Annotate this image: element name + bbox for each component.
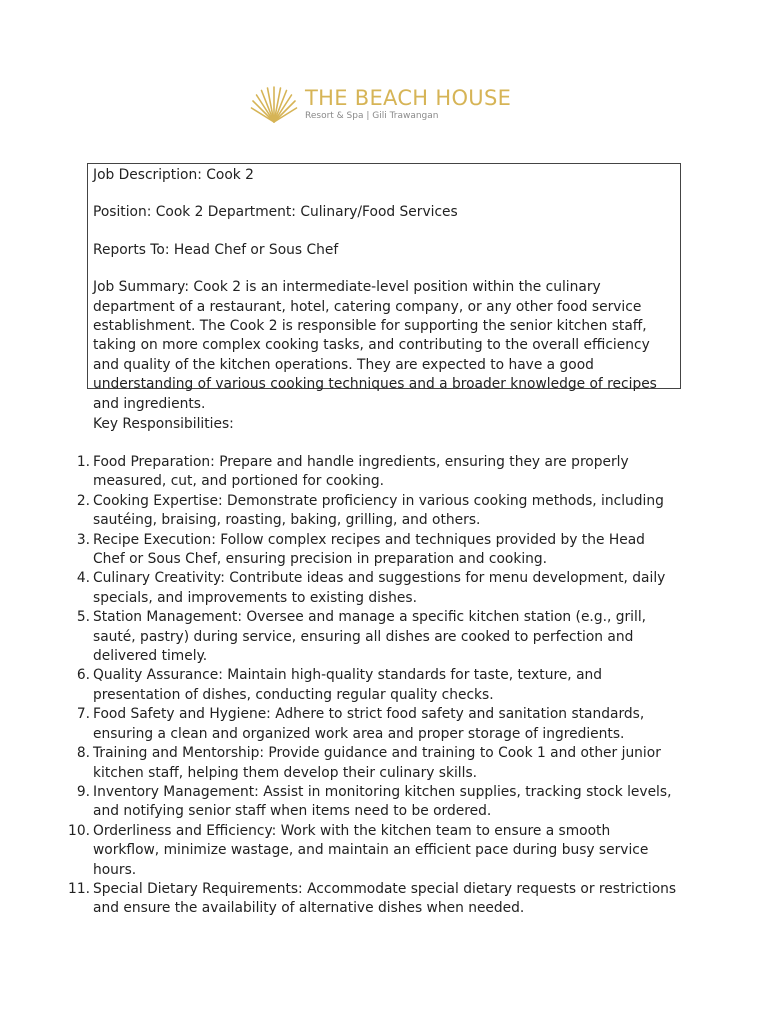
brand-name: THE BEACH HOUSE <box>305 85 512 110</box>
list-item-number: 8. <box>76 745 90 762</box>
list-item <box>76 783 678 822</box>
list-item-number: 6. <box>76 667 90 684</box>
list-item-text: Cooking Expertise: Demonstrate proficiency in various cooking methods, including sautéing, braising, roasting, baking, grilling, and others. <box>93 492 664 529</box>
job-summary-box <box>87 163 681 412</box>
list-item <box>76 744 678 783</box>
list-item-number: 4. <box>76 570 90 587</box>
sun-rays-icon <box>250 84 298 124</box>
list-item <box>76 569 678 608</box>
list-item-text: Station Management: Oversee and manage a specific kitchen station (e.g., grill, sauté, pastry) during service, ensuring all dishes are cooked to perfection and delivered timely. <box>93 609 647 665</box>
brand-logo <box>250 84 511 124</box>
list-item <box>76 492 678 531</box>
job-title: Job Description: Cook 2 <box>93 167 254 183</box>
list-item <box>76 453 678 492</box>
list-item-number: 7. <box>76 706 90 723</box>
list-item <box>68 880 678 919</box>
job-summary-text: Job Summary: Cook 2 is an intermediate-level position within the culinary department of a restaurant, hotel, catering company, or any other food service establishment. The Cook 2 is responsible for supporting the senior kitchen staff, taking on more complex cooking tasks, and contributing to the overall efficiency and quality of the kitchen operations. They are expected to have a good understanding of various cooking techniques and a broader knowledge of recipes and ingredients. <box>93 279 657 412</box>
list-item-text: Culinary Creativity: Contribute ideas and suggestions for menu development, daily specials, and improvements to existing dishes. <box>93 570 666 606</box>
list-item-number: 1. <box>76 454 90 470</box>
list-item-number: 9. <box>76 783 90 800</box>
list-item-number: 5. <box>76 609 90 626</box>
list-item-text: Recipe Execution: Follow complex recipes and techniques provided by the Head Chef or Sous Chef, ensuring precision in preparation and cooking. <box>93 531 645 568</box>
reports-to-line: Reports To: Head Chef or Sous Chef <box>93 241 339 258</box>
responsibilities-list <box>68 453 678 919</box>
brand-tagline: Resort & Spa | Gili Trawangan <box>305 110 439 121</box>
list-item-text: Orderliness and Efficiency: Work with the kitchen team to ensure a smooth workflow, minimize wastage, and maintain an efficient pace during busy service hours. <box>93 822 649 878</box>
list-item <box>76 705 678 744</box>
key-responsibilities-heading: Key Responsibilities: <box>93 416 234 432</box>
list-item-text: Quality Assurance: Maintain high-quality standards for taste, texture, and presentation of dishes, conducting regular quality checks. <box>93 667 603 703</box>
list-item <box>68 822 678 880</box>
list-item-text: Food Preparation: Prepare and handle ingredients, ensuring they are properly measured, cut, and portioned for cooking. <box>93 454 629 490</box>
list-item <box>76 666 678 705</box>
list-item-number: 2. <box>76 492 90 509</box>
list-item-text: Food Safety and Hygiene: Adhere to strict food safety and sanitation standards, ensuring a clean and organized work area and proper storage of ingredients. <box>93 706 645 742</box>
list-item-number: 11. <box>68 880 90 897</box>
list-item-number: 3. <box>76 531 90 548</box>
list-item-text: Inventory Management: Assist in monitoring kitchen supplies, tracking stock levels, and notifying senior staff when items need to be ordered. <box>93 783 672 820</box>
list-item <box>76 531 678 570</box>
position-line: Position: Cook 2 Department: Culinary/Food Services <box>93 204 458 221</box>
list-item-number: 10. <box>68 822 90 839</box>
list-item-text: Special Dietary Requirements: Accommodate special dietary requests or restrictions and ensure the availability of alternative dishes when needed. <box>93 880 677 917</box>
list-item <box>76 608 678 666</box>
list-item-text: Training and Mentorship: Provide guidance and training to Cook 1 and other junior kitchen staff, helping them develop their culinary skills. <box>93 745 661 781</box>
